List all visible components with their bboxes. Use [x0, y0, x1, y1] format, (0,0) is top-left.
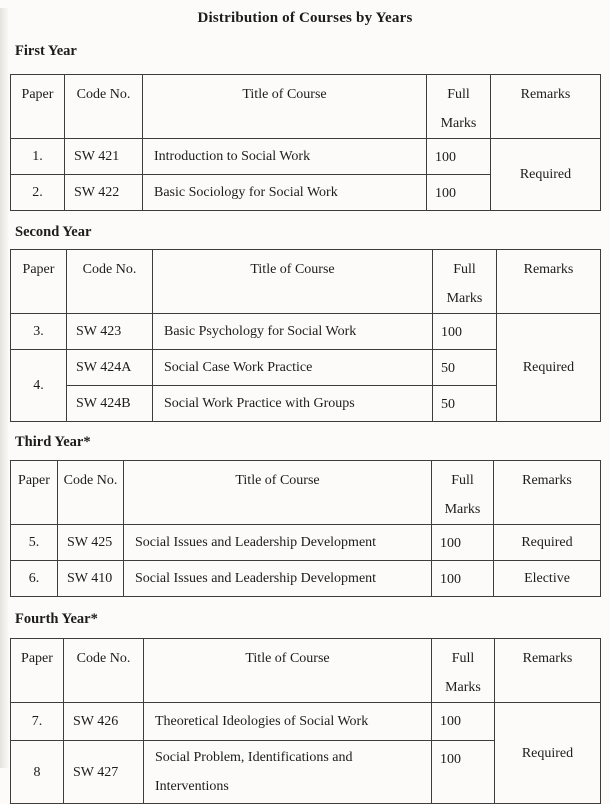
column-header: Code No.	[65, 75, 143, 139]
page-title: Distribution of Courses by Years	[197, 10, 413, 26]
cell-title: Social Issues and Leadership Development	[124, 561, 432, 597]
cell-remarks: Required	[497, 314, 601, 422]
cell-code: SW 422	[65, 175, 143, 211]
cell-title: Social Problem, Identifications and Interventions	[144, 741, 432, 804]
column-header: Code No.	[64, 639, 144, 703]
section-heading-second-year: Second Year	[15, 224, 92, 240]
column-header: Title of Course	[124, 461, 432, 525]
cell-marks: 100	[433, 314, 497, 350]
cell-marks: 50	[433, 386, 497, 422]
cell-paper: 5.	[11, 525, 58, 561]
cell-title: Introduction to Social Work	[143, 139, 427, 175]
cell-code: SW 424A	[67, 350, 153, 386]
column-header: Paper	[11, 75, 65, 139]
cell-title: Theoretical Ideologies of Social Work	[144, 703, 432, 741]
column-header: Remarks	[491, 75, 601, 139]
course-table-second-year	[10, 249, 601, 422]
table-row	[11, 561, 601, 597]
section-heading-fourth-year: Fourth Year*	[15, 611, 98, 627]
column-header: Code No.	[58, 461, 124, 525]
cell-title: Social Case Work Practice	[153, 350, 433, 386]
header-row	[11, 75, 601, 139]
column-header: Full Marks	[432, 461, 494, 525]
cell-paper: 4.	[11, 350, 67, 422]
cell-remarks: Required	[495, 703, 601, 804]
cell-paper: 2.	[11, 175, 65, 211]
header-row	[11, 639, 601, 703]
cell-marks: 100	[427, 139, 491, 175]
column-header: Full Marks	[427, 75, 491, 139]
column-header: Code No.	[67, 250, 153, 314]
cell-title: Basic Sociology for Social Work	[143, 175, 427, 211]
scanned-document-page	[0, 8, 610, 794]
table-row	[11, 314, 601, 350]
column-header: Full Marks	[433, 250, 497, 314]
cell-marks: 100	[432, 561, 494, 597]
header-row	[11, 461, 601, 525]
table-row	[11, 525, 601, 561]
column-header: Paper	[11, 461, 58, 525]
cell-code: SW 427	[64, 741, 144, 804]
column-header: Title of Course	[153, 250, 433, 314]
cell-paper: 3.	[11, 314, 67, 350]
cell-code: SW 424B	[67, 386, 153, 422]
column-header: Remarks	[495, 639, 601, 703]
cell-code: SW 425	[58, 525, 124, 561]
cell-marks: 50	[433, 350, 497, 386]
cell-paper: 1.	[11, 139, 65, 175]
cell-marks: 100	[427, 175, 491, 211]
cell-title: Social Work Practice with Groups	[153, 386, 433, 422]
header-row	[11, 250, 601, 314]
column-header: Title of Course	[144, 639, 432, 703]
column-header: Full Marks	[432, 639, 495, 703]
cell-remarks: Elective	[494, 561, 601, 597]
cell-marks: 100	[432, 703, 495, 741]
course-table-first-year	[10, 74, 601, 211]
course-sections	[0, 42, 610, 804]
cell-marks: 100	[432, 741, 495, 804]
course-table-fourth-year	[10, 638, 601, 804]
cell-code: SW 426	[64, 703, 144, 741]
section-heading-first-year: First Year	[15, 43, 77, 59]
cell-code: SW 410	[58, 561, 124, 597]
cell-title: Social Issues and Leadership Development	[124, 525, 432, 561]
column-header: Title of Course	[143, 75, 427, 139]
column-header: Remarks	[497, 250, 601, 314]
cell-paper: 7.	[11, 703, 64, 741]
course-table-third-year	[10, 460, 601, 597]
cell-title: Basic Psychology for Social Work	[153, 314, 433, 350]
column-header: Remarks	[494, 461, 601, 525]
cell-marks: 100	[432, 525, 494, 561]
column-header: Paper	[11, 250, 67, 314]
section-heading-third-year: Third Year*	[15, 434, 91, 450]
table-row	[11, 139, 601, 175]
table-row	[11, 703, 601, 741]
cell-paper: 6.	[11, 561, 58, 597]
cell-remarks: Required	[494, 525, 601, 561]
column-header: Paper	[11, 639, 64, 703]
cell-remarks: Required	[491, 139, 601, 211]
cell-code: SW 421	[65, 139, 143, 175]
cell-code: SW 423	[67, 314, 153, 350]
cell-paper: 8	[11, 741, 64, 804]
